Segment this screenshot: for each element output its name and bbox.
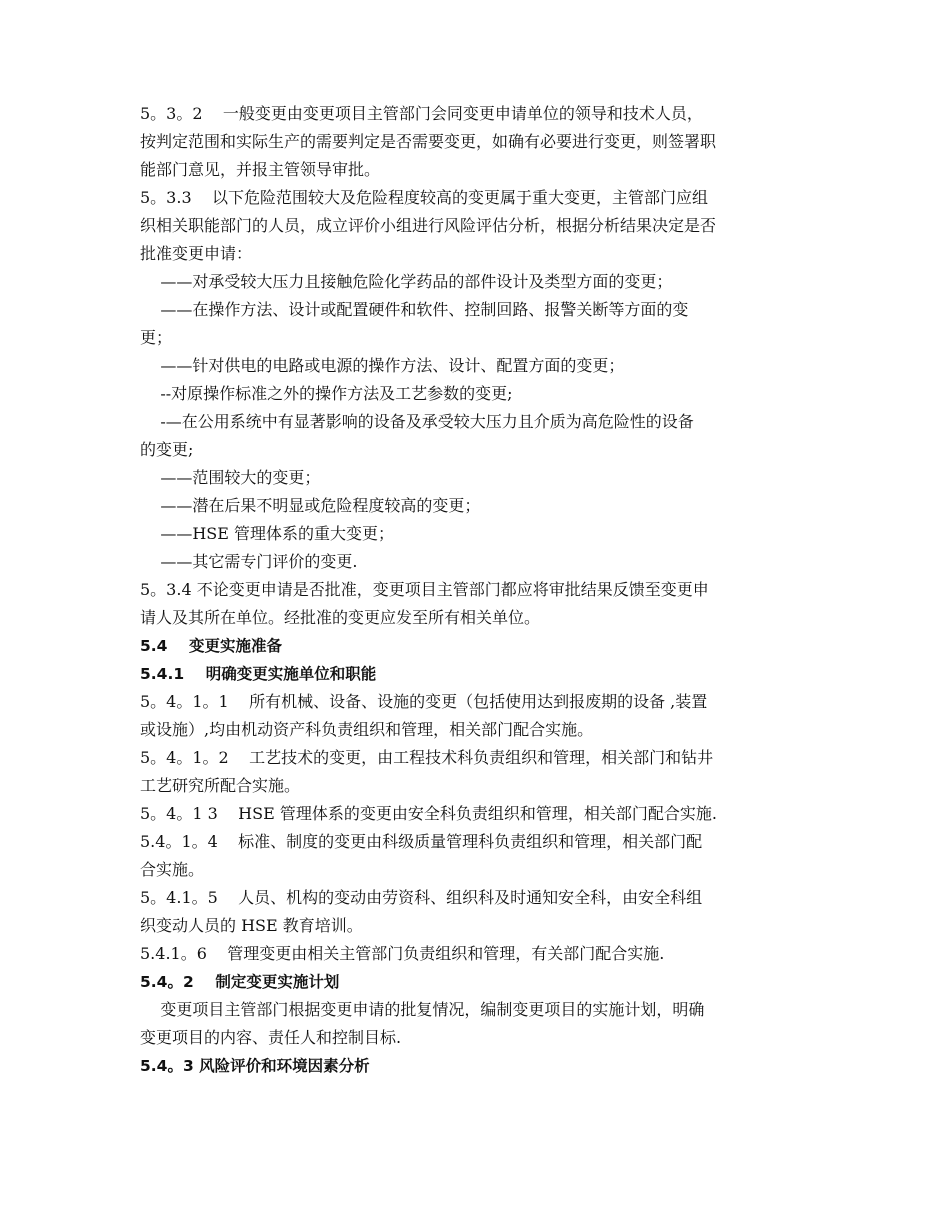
text-line: 5。3。2 一般变更由变更项目主管部门会同变更申请单位的领导和技术人员， [140, 104, 703, 123]
section-heading: 5.4。3 风险评价和环境因素分析 [140, 1057, 370, 1075]
text-line: 请人及其所在单位。经批准的变更应发至所有相关单位。 [140, 608, 541, 627]
text-line: --对原操作标准之外的操作方法及工艺参数的变更; [140, 384, 513, 403]
text-line: ——在操作方法、设计或配置硬件和软件、控制回路、报警关断等方面的变 [140, 300, 689, 319]
text-line: -—在公用系统中有显著影响的设备及承受较大压力且介质为高危险性的设备 [140, 412, 694, 431]
text-line: 织相关职能部门的人员，成立评价小组进行风险评估分析，根据分析结果决定是否 [140, 216, 717, 235]
section-heading: 5.4 变更实施准备 [140, 637, 283, 655]
text-line: 的变更; [140, 440, 194, 459]
text-line: ——其它需专门评价的变更. [140, 552, 358, 571]
text-line: ——对承受较大压力且接触危险化学药品的部件设计及类型方面的变更； [140, 272, 673, 291]
text-line: 批准变更申请： [140, 244, 253, 263]
text-line: 5。4。1。1 所有机械、设备、设施的变更（包括使用达到报废期的设备 ,装置 [140, 692, 708, 711]
text-line: 变更项目主管部门根据变更申请的批复情况，编制变更项目的实施计划，明确 [140, 1000, 705, 1019]
text-line: ——潜在后果不明显或危险程度较高的变更； [140, 496, 481, 515]
text-line: 或设施）,均由机动资产科负责组织和管理，相关部门配合实施。 [140, 720, 594, 739]
text-line: 按判定范围和实际生产的需要判定是否需要变更，如确有必要进行变更，则签署职 [140, 132, 717, 151]
text-line: 5。3.3 以下危险范围较大及危险程度较高的变更属于重大变更，主管部门应组 [140, 188, 708, 207]
text-line: 5。4。1 3 HSE 管理体系的变更由安全科负责组织和管理，相关部门配合实施. [140, 804, 717, 823]
text-line: 5。4。1。2 工艺技术的变更，由工程技术科负责组织和管理，相关部门和钻井 [140, 748, 714, 767]
text-line: 5.4。1。4 标准、制度的变更由科级质量管理科负责组织和管理，相关部门配 [140, 832, 703, 851]
text-line: 织变动人员的 HSE 教育培训。 [140, 916, 363, 935]
text-line: ——HSE 管理体系的重大变更； [140, 524, 395, 543]
section-heading: 5.4。2 制定变更实施计划 [140, 973, 340, 991]
text-line: 5。3.4 不论变更申请是否批准，变更项目主管部门都应将审批结果反馈至变更申 [140, 580, 709, 599]
text-line: 5。4.1。5 人员、机构的变动由劳资科、组织科及时通知安全科，由安全科组 [140, 888, 703, 907]
text-line: 变更项目的内容、责任人和控制目标. [140, 1028, 402, 1047]
text-line: 能部门意见，并报主管领导审批。 [140, 160, 381, 179]
text-line: 工艺研究所配合实施。 [140, 776, 301, 795]
text-line: 5.4.1。6 管理变更由相关主管部门负责组织和管理，有关部门配合实施. [140, 944, 665, 963]
text-line: ——针对供电的电路或电源的操作方法、设计、配置方面的变更； [140, 356, 625, 375]
text-line: ——范围较大的变更； [140, 468, 321, 487]
text-line: 合实施。 [140, 860, 205, 879]
document-page [140, 100, 810, 1080]
section-heading: 5.4.1 明确变更实施单位和职能 [140, 665, 377, 683]
text-line: 更； [140, 328, 173, 347]
